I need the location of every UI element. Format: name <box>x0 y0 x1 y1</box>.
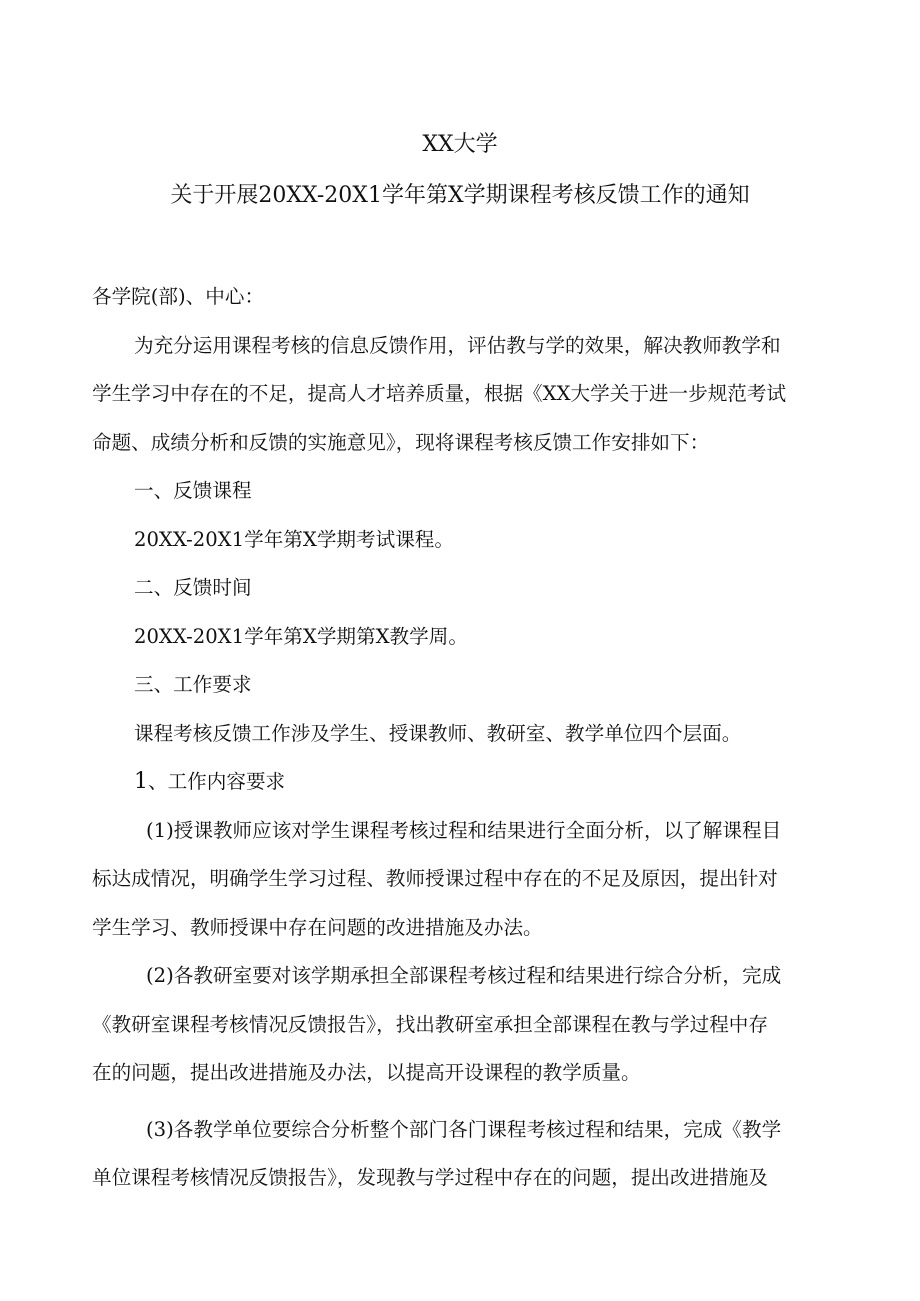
intro-line-3: 命题、成绩分析和反馈的实施意见》，现将课程考核反馈工作安排如下： <box>92 430 710 454</box>
intro-line-1: 为充分运用课程考核的信息反馈作用，评估教与学的效果，解决教师教学和 <box>134 333 781 357</box>
item-2-line-2: 《教研室课程考核情况反馈报告》，找出教研室承担全部课程在教与学过程中存 <box>92 1012 768 1036</box>
item-1-line-2: 标达成情况，明确学生学习过程、教师授课过程中存在的不足及原因，提出针对 <box>92 867 778 890</box>
section-3-heading: 三、工作要求 <box>134 673 252 696</box>
document-title-university: XX大学 <box>422 132 498 157</box>
item-2-line-3: 在的问题，提出改进措施及办法，以提高开设课程的教学质量。 <box>92 1061 641 1084</box>
item-3-line-2: 单位课程考核情况反馈报告》，发现教与学过程中存在的问题，提出改进措施及 <box>92 1166 768 1189</box>
subsection-1-heading <box>92 758 852 807</box>
section-2-heading: 二、反馈时间 <box>134 576 252 599</box>
document-title-notice: 关于开展20XX-20X1学年第X学期课程考核反馈工作的通知 <box>170 183 750 208</box>
subsection-1-title: 、工作内容要求 <box>148 770 286 793</box>
item-3-line-1: (3)各教学单位要综合分析整个部门各门课程考核过程和结果，完成《教学 <box>146 1117 782 1141</box>
section-3-text: 课程考核反馈工作涉及学生、授课教师、教研室、教学单位四个层面。 <box>134 721 742 745</box>
document-body <box>92 273 852 1203</box>
section-1-text: 20XX-20X1学年第X学期考试课程。 <box>134 527 454 551</box>
salutation: 各学院(部)、中心： <box>92 285 265 308</box>
section-2-text: 20XX-20X1学年第X学期第X教学周。 <box>134 624 468 648</box>
intro-line-2: 学生学习中存在的不足，提高人才培养质量，根据《XX大学关于进一步规范考试 <box>92 382 787 405</box>
item-1-line-3: 学生学习、教师授课中存在问题的改进措施及办法。 <box>92 915 543 939</box>
item-2-line-1: (2)各教研室要对该学期承担全部课程考核过程和结果进行综合分析，完成 <box>146 964 782 987</box>
section-1-heading: 一、反馈课程 <box>134 479 252 502</box>
item-1-line-1: (1)授课教师应该对学生课程考核过程和结果进行全面分析，以了解课程目 <box>146 818 782 842</box>
subsection-1-number: 1 <box>134 769 148 794</box>
